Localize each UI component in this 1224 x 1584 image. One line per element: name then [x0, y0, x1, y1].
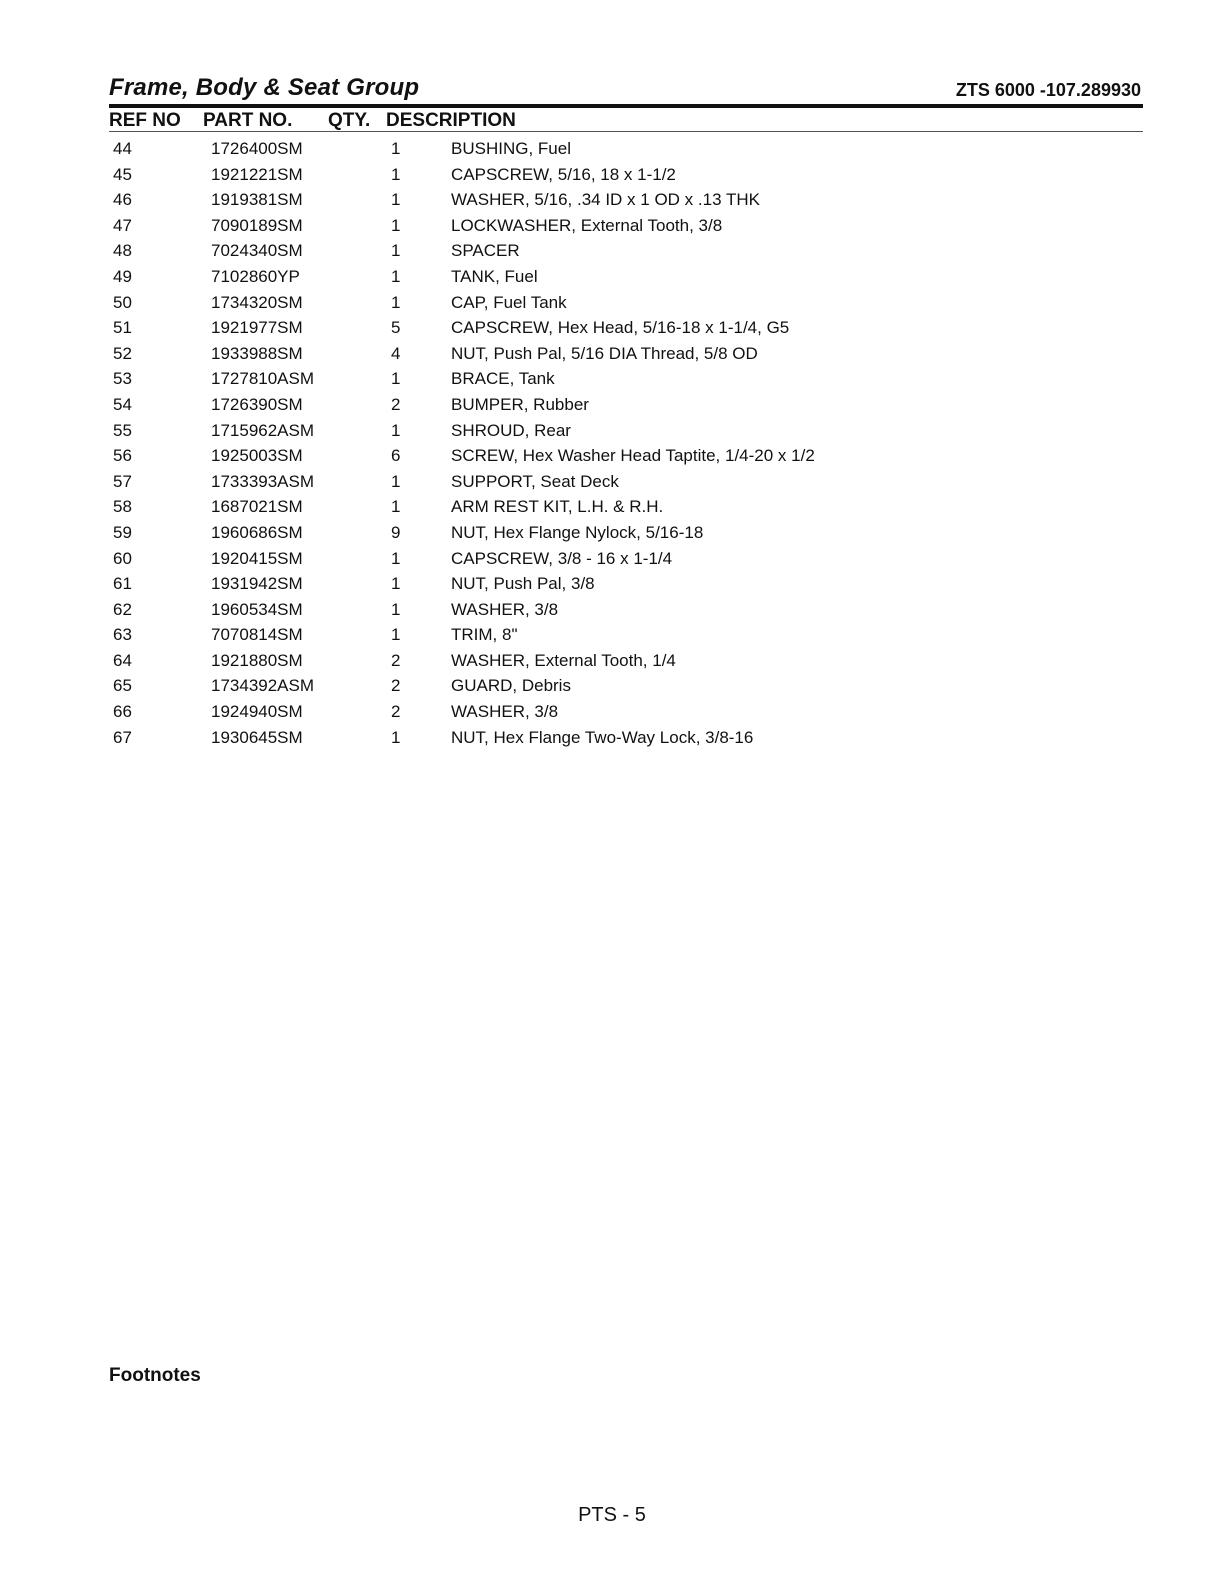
ref-no-cell: 58: [113, 497, 132, 517]
qty-cell: 1: [391, 548, 401, 568]
part-no-cell: 1921221SM: [211, 164, 303, 184]
table-row: [0, 625, 1224, 651]
ref-no-cell: 62: [113, 599, 132, 619]
ref-no-cell: 46: [113, 190, 132, 210]
table-row: [0, 523, 1224, 549]
part-no-cell: 1924940SM: [211, 702, 303, 722]
part-no-cell: 7090189SM: [211, 215, 303, 235]
table-header-rule: [109, 131, 1143, 132]
description-cell: GUARD, Debris: [451, 676, 571, 696]
table-row: [0, 728, 1224, 754]
table-row: [0, 241, 1224, 267]
model-number: ZTS 6000 -107.289930: [955, 80, 1141, 100]
column-header-ref-no: REF NO: [109, 110, 181, 131]
part-no-cell: 1727810ASM: [211, 369, 315, 389]
table-row: [0, 549, 1224, 575]
qty-cell: 1: [391, 625, 401, 645]
part-no-cell: 1734392ASM: [211, 676, 315, 696]
description-cell: NUT, Push Pal, 3/8: [451, 574, 595, 594]
description-cell: CAPSCREW, Hex Head, 5/16-18 x 1-1/4, G5: [451, 318, 790, 338]
header-rule: [109, 104, 1143, 108]
description-cell: WASHER, 3/8: [451, 702, 559, 722]
qty-cell: 1: [391, 241, 401, 261]
table-row: [0, 702, 1224, 728]
ref-no-cell: 49: [113, 266, 132, 286]
part-no-cell: 7024340SM: [211, 241, 303, 261]
table-row: [0, 165, 1224, 191]
description-cell: LOCKWASHER, External Tooth, 3/8: [451, 215, 723, 235]
ref-no-cell: 44: [113, 139, 132, 158]
description-cell: NUT, Hex Flange Nylock, 5/16-18: [451, 522, 704, 542]
part-no-cell: 1734320SM: [211, 292, 303, 312]
part-no-cell: 1931942SM: [211, 574, 303, 594]
qty-cell: 1: [391, 292, 401, 312]
description-cell: SPACER: [451, 241, 520, 261]
qty-cell: 1: [391, 727, 401, 747]
description-cell: SUPPORT, Seat Deck: [451, 471, 619, 491]
ref-no-cell: 53: [113, 369, 132, 389]
table-header: [109, 110, 1143, 130]
table-row: [0, 139, 1224, 165]
part-no-cell: 1960686SM: [211, 522, 303, 542]
part-no-cell: 7102860YP: [211, 266, 300, 286]
description-cell: WASHER, 5/16, .34 ID x 1 OD x .13 THK: [451, 190, 760, 210]
qty-cell: 1: [391, 471, 401, 491]
description-cell: CAPSCREW, 5/16, 18 x 1-1/2: [451, 164, 676, 184]
table-row: [0, 421, 1224, 447]
qty-cell: 2: [391, 394, 401, 414]
parts-table-body: [0, 139, 1224, 753]
qty-cell: 1: [391, 190, 401, 210]
ref-no-cell: 45: [113, 164, 132, 184]
ref-no-cell: 50: [113, 292, 132, 312]
ref-no-cell: 66: [113, 702, 132, 722]
description-cell: BRACE, Tank: [451, 369, 555, 389]
table-row: [0, 600, 1224, 626]
part-no-cell: 1687021SM: [211, 497, 303, 517]
description-cell: CAP, Fuel Tank: [451, 292, 567, 312]
part-no-cell: 1726400SM: [211, 139, 303, 158]
part-no-cell: 1920415SM: [211, 548, 303, 568]
ref-no-cell: 67: [113, 727, 132, 747]
description-cell: NUT, Hex Flange Two-Way Lock, 3/8-16: [451, 727, 754, 747]
ref-no-cell: 55: [113, 420, 132, 440]
footnotes-heading: Footnotes: [109, 1365, 201, 1386]
part-no-cell: 1715962ASM: [211, 420, 315, 440]
description-cell: WASHER, External Tooth, 1/4: [451, 650, 676, 670]
description-cell: WASHER, 3/8: [451, 599, 559, 619]
ref-no-cell: 56: [113, 446, 132, 466]
table-row: [0, 318, 1224, 344]
table-row: [0, 676, 1224, 702]
qty-cell: 1: [391, 164, 401, 184]
ref-no-cell: 52: [113, 343, 132, 363]
ref-no-cell: 51: [113, 318, 132, 338]
qty-cell: 2: [391, 650, 401, 670]
table-row: [0, 344, 1224, 370]
description-cell: CAPSCREW, 3/8 - 16 x 1-1/4: [451, 548, 673, 568]
qty-cell: 6: [391, 446, 401, 466]
description-cell: NUT, Push Pal, 5/16 DIA Thread, 5/8 OD: [451, 343, 758, 363]
column-header-qty: QTY.: [328, 110, 371, 131]
part-no-cell: 1930645SM: [211, 727, 303, 747]
ref-no-cell: 48: [113, 241, 132, 261]
table-row: [0, 216, 1224, 242]
page-number: PTS - 5: [578, 1504, 646, 1526]
table-row: [0, 369, 1224, 395]
qty-cell: 1: [391, 266, 401, 286]
description-cell: TANK, Fuel: [451, 266, 538, 286]
page-title: Frame, Body & Seat Group: [109, 74, 420, 101]
qty-cell: 9: [391, 522, 401, 542]
qty-cell: 1: [391, 215, 401, 235]
table-row: [0, 395, 1224, 421]
ref-no-cell: 57: [113, 471, 132, 491]
part-no-cell: 1726390SM: [211, 394, 303, 414]
ref-no-cell: 65: [113, 676, 132, 696]
description-cell: ARM REST KIT, L.H. & R.H.: [451, 497, 664, 517]
ref-no-cell: 59: [113, 522, 132, 542]
table-row: [0, 472, 1224, 498]
description-cell: BUSHING, Fuel: [451, 139, 571, 158]
part-no-cell: 1921977SM: [211, 318, 303, 338]
ref-no-cell: 63: [113, 625, 132, 645]
part-no-cell: 1919381SM: [211, 190, 303, 210]
table-row: [0, 446, 1224, 472]
description-cell: SHROUD, Rear: [451, 420, 571, 440]
table-row: [0, 651, 1224, 677]
description-cell: SCREW, Hex Washer Head Taptite, 1/4-20 x 1/2: [451, 446, 815, 466]
ref-no-cell: 54: [113, 394, 132, 414]
table-row: [0, 574, 1224, 600]
qty-cell: 5: [391, 318, 401, 338]
qty-cell: 1: [391, 574, 401, 594]
table-row: [0, 497, 1224, 523]
part-no-cell: 1960534SM: [211, 599, 303, 619]
description-cell: BUMPER, Rubber: [451, 394, 589, 414]
ref-no-cell: 61: [113, 574, 132, 594]
part-no-cell: 1921880SM: [211, 650, 303, 670]
ref-no-cell: 60: [113, 548, 132, 568]
part-no-cell: 1933988SM: [211, 343, 303, 363]
qty-cell: 1: [391, 497, 401, 517]
qty-cell: 1: [391, 599, 401, 619]
part-no-cell: 1925003SM: [211, 446, 303, 466]
ref-no-cell: 64: [113, 650, 132, 670]
table-row: [0, 267, 1224, 293]
table-row: [0, 293, 1224, 319]
qty-cell: 4: [391, 343, 401, 363]
qty-cell: 2: [391, 702, 401, 722]
part-no-cell: 1733393ASM: [211, 471, 315, 491]
qty-cell: 1: [391, 369, 401, 389]
table-row: [0, 190, 1224, 216]
column-header-part-no: PART NO.: [203, 110, 293, 131]
qty-cell: 1: [391, 420, 401, 440]
column-header-description: DESCRIPTION: [386, 110, 516, 131]
part-no-cell: 7070814SM: [211, 625, 303, 645]
qty-cell: 2: [391, 676, 401, 696]
ref-no-cell: 47: [113, 215, 132, 235]
description-cell: TRIM, 8": [451, 625, 518, 645]
qty-cell: 1: [391, 139, 401, 158]
